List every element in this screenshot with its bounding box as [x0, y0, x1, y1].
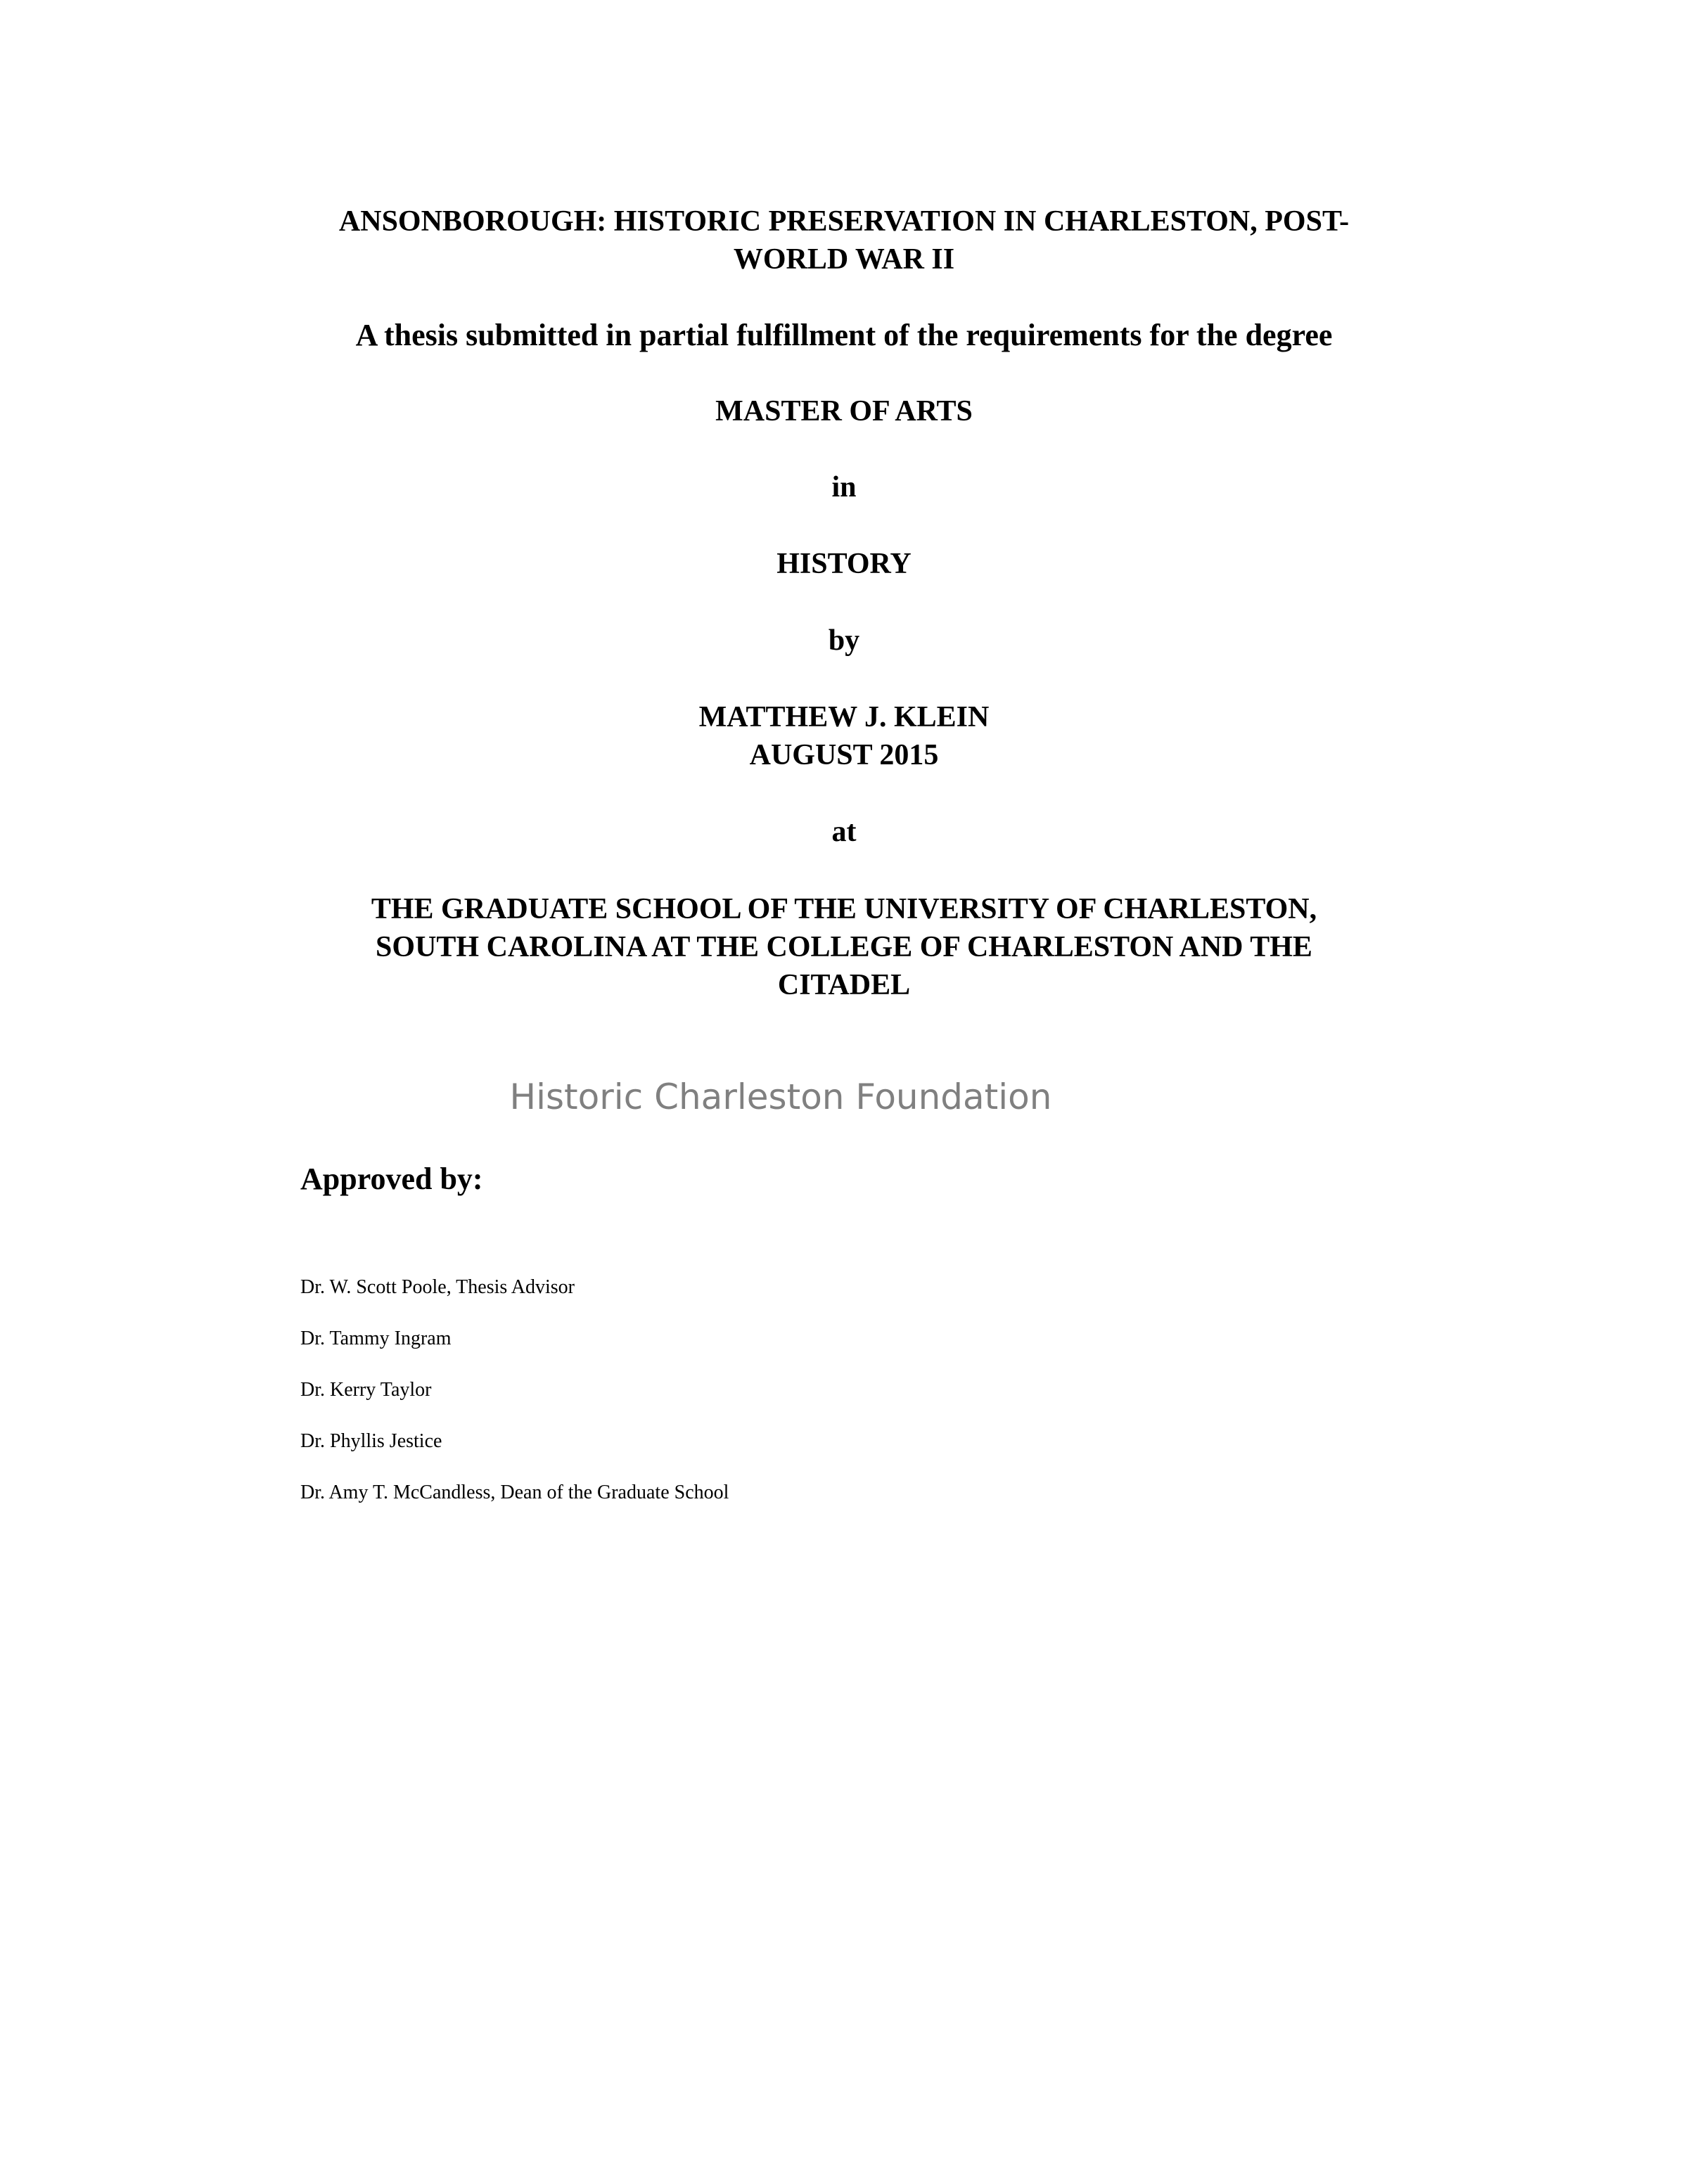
- submission-date: AUGUST 2015: [749, 739, 939, 771]
- institution-line-2: SOUTH CAROLINA AT THE COLLEGE OF CHARLESTON AND THE: [376, 931, 1312, 963]
- institution-line-1: THE GRADUATE SCHOOL OF THE UNIVERSITY OF CHARLESTON,: [371, 893, 1317, 925]
- field-of-study: HISTORY: [776, 548, 912, 580]
- approved-by-heading: Approved by:: [300, 1162, 483, 1196]
- approver-item: Dr. Phyllis Jestice: [300, 1430, 442, 1452]
- approver-item: Dr. Amy T. McCandless, Dean of the Graduate School: [300, 1482, 729, 1503]
- thesis-title-line-1: ANSONBOROUGH: HISTORIC PRESERVATION IN CHARLESTON, POST-: [338, 205, 1350, 238]
- in-connector: in: [831, 471, 857, 503]
- degree-name: MASTER OF ARTS: [715, 395, 973, 428]
- thesis-title-line-2: WORLD WAR II: [733, 243, 955, 276]
- submission-statement: A thesis submitted in partial fulfillment of the requirements for the degree: [355, 318, 1333, 352]
- approver-item: Dr. Kerry Taylor: [300, 1379, 432, 1401]
- at-connector: at: [831, 816, 857, 848]
- approver-item: Dr. Tammy Ingram: [300, 1328, 452, 1349]
- watermark-text: Historic Charleston Foundation: [509, 1077, 1052, 1117]
- author-name: MATTHEW J. KLEIN: [698, 701, 990, 733]
- approver-item: Dr. W. Scott Poole, Thesis Advisor: [300, 1276, 575, 1298]
- by-connector: by: [828, 624, 860, 657]
- institution-line-3: CITADEL: [777, 969, 911, 1001]
